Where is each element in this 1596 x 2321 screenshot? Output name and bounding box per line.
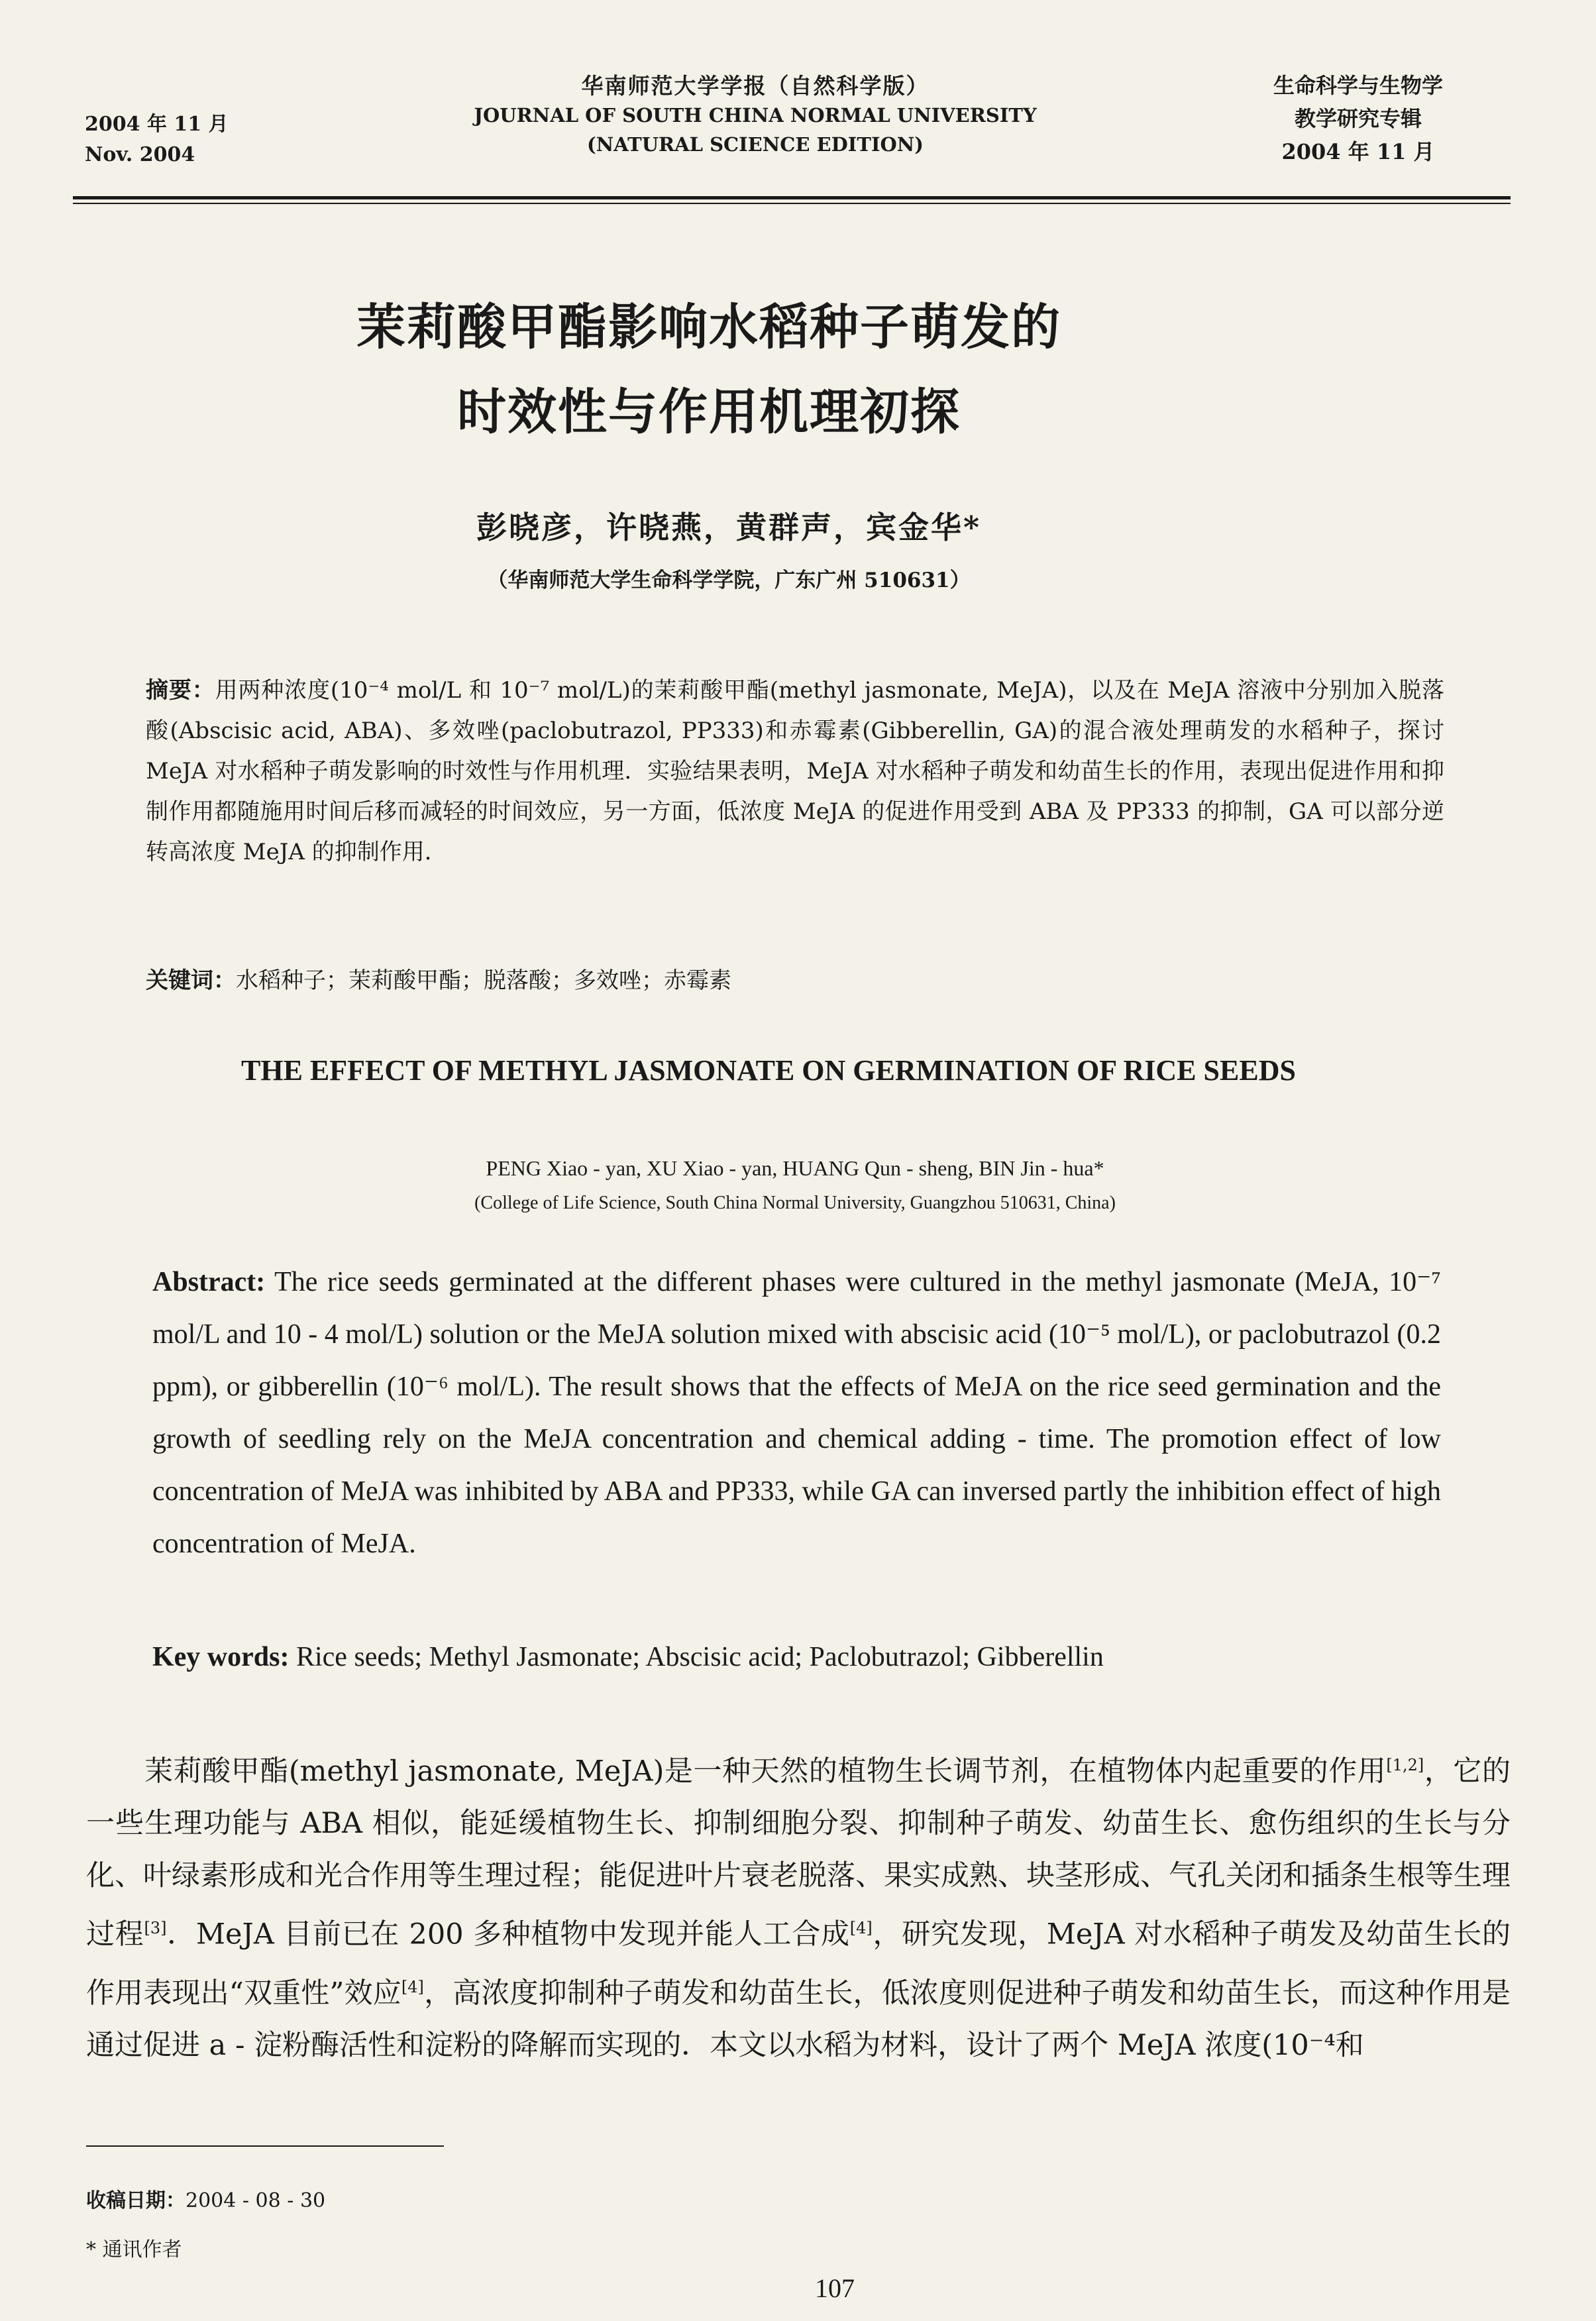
- article-title-cn: [133, 285, 1285, 455]
- keywords-cn-text: 水稻种子；茉莉酸甲酯；脱落酸；多效唑；赤霉素: [236, 967, 731, 994]
- footnote-received: [86, 2184, 325, 2213]
- affiliation-cn: （华南师范大学生命科学学院，广东广州 510631）: [487, 568, 971, 592]
- page-number: 107: [815, 2273, 855, 2303]
- body-text-3: ．MeJA 目前已在 200 多种植物中发现并能人工合成: [166, 1917, 850, 1951]
- keywords-cn-label: 关键词：: [146, 967, 236, 994]
- header-rule-thin: [73, 203, 1511, 204]
- keywords-cn: [146, 961, 1444, 1000]
- special-issue-title: 生命科学与生物学: [1273, 73, 1443, 98]
- header-special-issue: [1212, 69, 1504, 168]
- keywords-en-text: Rice seeds; Methyl Jasmonate; Abscisic acid; Paclobutrazol; Gibberellin: [289, 1642, 1104, 1672]
- header-rule-thick: [73, 196, 1511, 199]
- keywords-en: [152, 1634, 1441, 1680]
- authors-cn: 彭晓彦，许晓燕，黄群声，宾金华*: [476, 510, 982, 545]
- abstract-en-text: The rice seeds germinated at the different phases were cultured in the methyl jasmonate (MeJA, 10⁻⁷ mol/L and 10 - 4 mol/L) solution or the MeJA solution mixed with abscisic acid (10⁻⁵ mol/L), or paclobutrazol (0.2 ppm), or gibberellin (10⁻⁶ mol/L). The result shows that the effects of MeJA on the rice seed germination and the growth of seedling rely on the MeJA concentration and chemical adding - time. The promotion effect of low concentration of MeJA was inhibited by ABA and PP333, while GA can inversed partly the inhibition effect of high concentration of MeJA.: [152, 1267, 1441, 1559]
- body-text-1: 茉莉酸甲酯(methyl jasmonate, MeJA)是一种天然的植物生长调节剂，在植物体内起重要的作用: [144, 1754, 1387, 1788]
- title-line-2: 时效性与作用机理初探: [457, 384, 961, 441]
- article-title-en: THE EFFECT OF METHYL JASMONATE ON GERMINATION OF RICE SEEDS: [241, 1054, 1296, 1087]
- citation-4b: [4]: [401, 1977, 424, 1996]
- header-journal: [371, 72, 1140, 159]
- affiliation-en: (College of Life Science, South China Normal University, Guangzhou 510631, China): [474, 1193, 1116, 1213]
- body-text-2: ，它的一些生理功能与 ABA 相似，能延缓植物生长、抑制细胞分裂、抑制种子萌发、幼苗生长、愈伤组织的生长与分化、叶绿素形成和光合作用等生理过程；能促进叶片衰老脱落、果实成熟、块茎形成、气孔关闭和插条生根等生理过程: [86, 1754, 1511, 1951]
- footnote-rule: [86, 2145, 444, 2147]
- header-date: [85, 109, 229, 170]
- journal-name-cn: 华南师范大学学报（自然科学版）: [581, 73, 930, 99]
- header-date-en: Nov. 2004: [85, 143, 195, 166]
- footnote-corresponding: * 通讯作者: [86, 2238, 182, 2261]
- header-date-cn: 2004 年 11 月: [85, 113, 229, 136]
- body-paragraph: [86, 1739, 1511, 2072]
- abstract-cn-label: 摘要：: [146, 677, 215, 704]
- keywords-en-label: Key words:: [152, 1642, 290, 1672]
- special-issue-subtitle: 教学研究专辑: [1294, 106, 1422, 131]
- journal-edition-en: (NATURAL SCIENCE EDITION): [586, 133, 924, 156]
- citation-3: [3]: [144, 1919, 167, 1938]
- received-label: 收稿日期：: [86, 2189, 186, 2212]
- authors-en: PENG Xiao - yan, XU Xiao - yan, HUANG Qun - sheng, BIN Jin - hua*: [486, 1156, 1104, 1180]
- body-text-5: ，高浓度抑制种子萌发和幼苗生长，低浓度则促进种子萌发和幼苗生长，而这种作用是通过促进 a - 淀粉酶活性和淀粉的降解而实现的．本文以水稻为材料，设计了两个 MeJA 浓度(10⁻⁴和: [86, 1976, 1511, 2062]
- title-line-1: 茉莉酸甲酯影响水稻种子萌发的: [356, 299, 1061, 356]
- body-text-4: ，研究发现，MeJA 对水稻种子萌发及幼苗生长的作用表现出“双重性”效应: [86, 1917, 1511, 2010]
- citation-4a: [4]: [849, 1919, 873, 1938]
- abstract-en-label: Abstract:: [152, 1267, 266, 1297]
- received-date: 2004 - 08 - 30: [186, 2189, 326, 2212]
- abstract-en: [152, 1256, 1441, 1570]
- abstract-cn-text: 用两种浓度(10⁻⁴ mol/L 和 10⁻⁷ mol/L)的茉莉酸甲酯(methyl jasmonate, MeJA)，以及在 MeJA 溶液中分别加入脱落酸(Abscisic acid, ABA)、多效唑(paclobutrazol, PP333)和赤霉素(Gibberellin, GA)的混合液处理萌发的水稻种子，探讨 MeJA 对水稻种子萌发影响的时效性与作用机理．实验结果表明，MeJA 对水稻种子萌发和幼苗生长的作用，表现出促进作用和抑制作用都随施用时间后移而减轻的时间效应，另一方面，低浓度 MeJA 的促进作用受到 ABA 及 PP333 的抑制，GA 可以部分逆转高浓度 MeJA 的抑制作用．: [146, 677, 1444, 865]
- journal-name-en: JOURNAL OF SOUTH CHINA NORMAL UNIVERSITY: [474, 104, 1037, 127]
- abstract-cn: [146, 671, 1444, 873]
- citation-1-2: [1,2]: [1386, 1756, 1424, 1774]
- special-issue-date: 2004 年 11 月: [1281, 139, 1435, 164]
